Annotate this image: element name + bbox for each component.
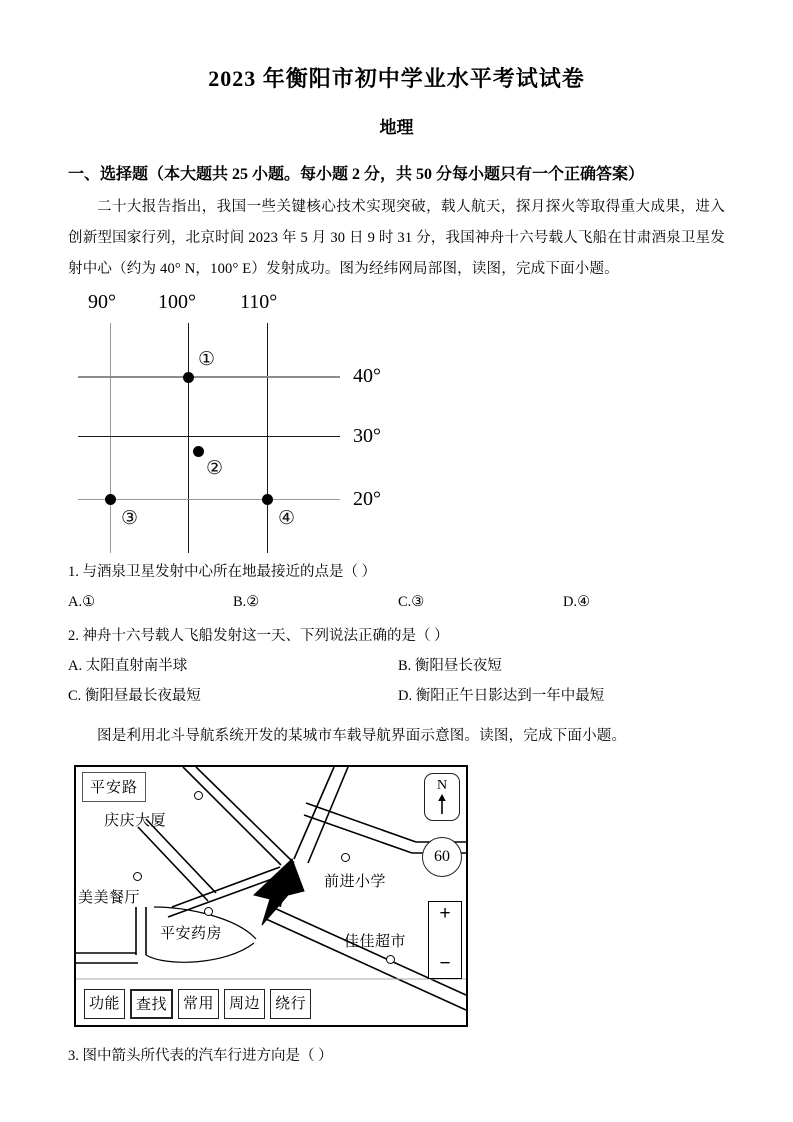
grid-point-2-label: ②: [206, 457, 224, 479]
question-1-stem: 1. 与酒泉卫星发射中心所在地最接近的点是（ ）: [68, 564, 377, 580]
parallel-line-20: [78, 499, 340, 500]
latitude-label-30: 30°: [353, 425, 381, 447]
parallel-line-30: [78, 436, 340, 437]
compass-arrow-icon: [435, 794, 449, 816]
map-button-search[interactable]: 查找: [130, 989, 173, 1019]
poi-dot-qingqing-building: [194, 791, 203, 800]
compass-north-icon: [424, 773, 460, 821]
navigation-map-screen: [74, 765, 468, 1027]
block-curve-lower: [146, 943, 254, 962]
grid-point-1-dot: [183, 372, 194, 383]
question-1-options: [68, 587, 725, 617]
poi-dot-meimei-restaurant: [133, 872, 142, 881]
latitude-label-20: 20°: [353, 488, 381, 510]
meridian-line-100: [188, 323, 189, 553]
grid-point-2-dot: [193, 446, 204, 457]
question-3-stem: 3. 图中箭头所代表的汽车行进方向是（ ）: [68, 1048, 333, 1064]
question-2-option-c[interactable]: C. 衡阳昼最长夜最短: [68, 688, 201, 704]
grid-point-4-label: ④: [278, 507, 296, 529]
question-1-option-a[interactable]: A.①: [68, 594, 96, 610]
subject-title: 地理: [379, 118, 414, 137]
grid-point-1-label: ①: [198, 348, 216, 370]
longitude-label-100: 100°: [158, 291, 196, 313]
poi-label-qianjin-primary-school: 前进小学: [324, 872, 387, 890]
question-2-option-a[interactable]: A. 太阳直射南半球: [68, 658, 188, 674]
road-west-lower: [138, 827, 208, 901]
map-toolbar: [84, 989, 311, 1019]
poi-dot-pingan-pharmacy: [204, 907, 213, 916]
question-1-option-b[interactable]: B.②: [233, 594, 260, 610]
question-1-option-d[interactable]: D.④: [563, 594, 591, 610]
zoom-in-button[interactable]: +: [439, 903, 451, 924]
passage-1: 二十大报告指出，我国一些关键核心技术实现突破，载人航天，探月探火等取得重大成果，进入创新型国家行列，北京时间 2023 年 5 月 30 日 9 时 31 分，我国神舟十六号载人飞船在甘肃酒泉卫星发射中心（约为 40° N，100° E）发射成功。图为经纬网局部图，读图，完成下面小题。: [68, 199, 725, 277]
road-sw-lower: [168, 879, 272, 917]
poi-label-pingan-pharmacy: 平安药房: [160, 924, 223, 942]
latitude-label-40: 40°: [353, 365, 381, 387]
map-zoom-control[interactable]: [428, 901, 462, 979]
grid-point-4-dot: [262, 494, 273, 505]
road-west-upper: [146, 819, 216, 893]
question-2-options-row-2: [68, 681, 725, 711]
grid-point-3-dot: [105, 494, 116, 505]
parallel-line-40: [78, 376, 340, 378]
question-1-option-c[interactable]: C.③: [398, 594, 425, 610]
question-2-option-d[interactable]: D. 衡阳正午日影达到一年中最短: [398, 688, 605, 704]
passage-2: 图是利用北斗导航系统开发的某城市车载导航界面示意图。读图，完成下面小题。: [97, 728, 627, 744]
navigation-arrow-icon: [254, 859, 304, 925]
poi-label-jiajia-supermarket: 佳佳超市: [344, 932, 407, 950]
poi-label-meimei-restaurant: 美美餐厅: [78, 888, 141, 906]
poi-dot-jiajia-supermarket: [386, 955, 395, 964]
compass-label: N: [436, 778, 448, 793]
longitude-label-90: 90°: [88, 291, 116, 313]
road-name-label: 平安路: [82, 772, 146, 802]
speed-limit-sign: 60: [422, 837, 462, 877]
question-2-options-row-1: [68, 651, 725, 681]
road-east-upper: [306, 803, 416, 842]
longitude-label-110: 110°: [240, 291, 278, 313]
map-button-favorites[interactable]: 常用: [178, 989, 219, 1019]
meridian-line-90: [110, 323, 111, 553]
road-nw-diag-right: [196, 767, 294, 863]
grid-point-3-label: ③: [121, 507, 139, 529]
navigation-map-figure: [74, 765, 468, 1027]
zoom-out-button[interactable]: −: [439, 953, 451, 974]
question-2-option-b[interactable]: B. 衡阳昼长夜短: [398, 658, 502, 674]
road-nw-diag-left: [183, 767, 281, 865]
latlon-grid-figure: [68, 291, 725, 553]
map-button-nearby[interactable]: 周边: [224, 989, 265, 1019]
map-button-detour[interactable]: 绕行: [270, 989, 311, 1019]
question-2-stem: 2. 神舟十六号载人飞船发射这一天、下列说法正确的是（ ）: [68, 628, 449, 644]
page-title: 2023 年衡阳市初中学业水平考试试卷: [208, 66, 585, 91]
map-button-function[interactable]: 功能: [84, 989, 125, 1019]
meridian-line-110: [267, 323, 268, 553]
section-heading: 一、选择题（本大题共 25 小题。每小题 2 分，共 50 分每小题只有一个正确答案）: [68, 166, 645, 183]
poi-dot-qianjin-primary-school: [341, 853, 350, 862]
poi-label-qingqing-building: 庆庆大厦: [104, 811, 167, 829]
